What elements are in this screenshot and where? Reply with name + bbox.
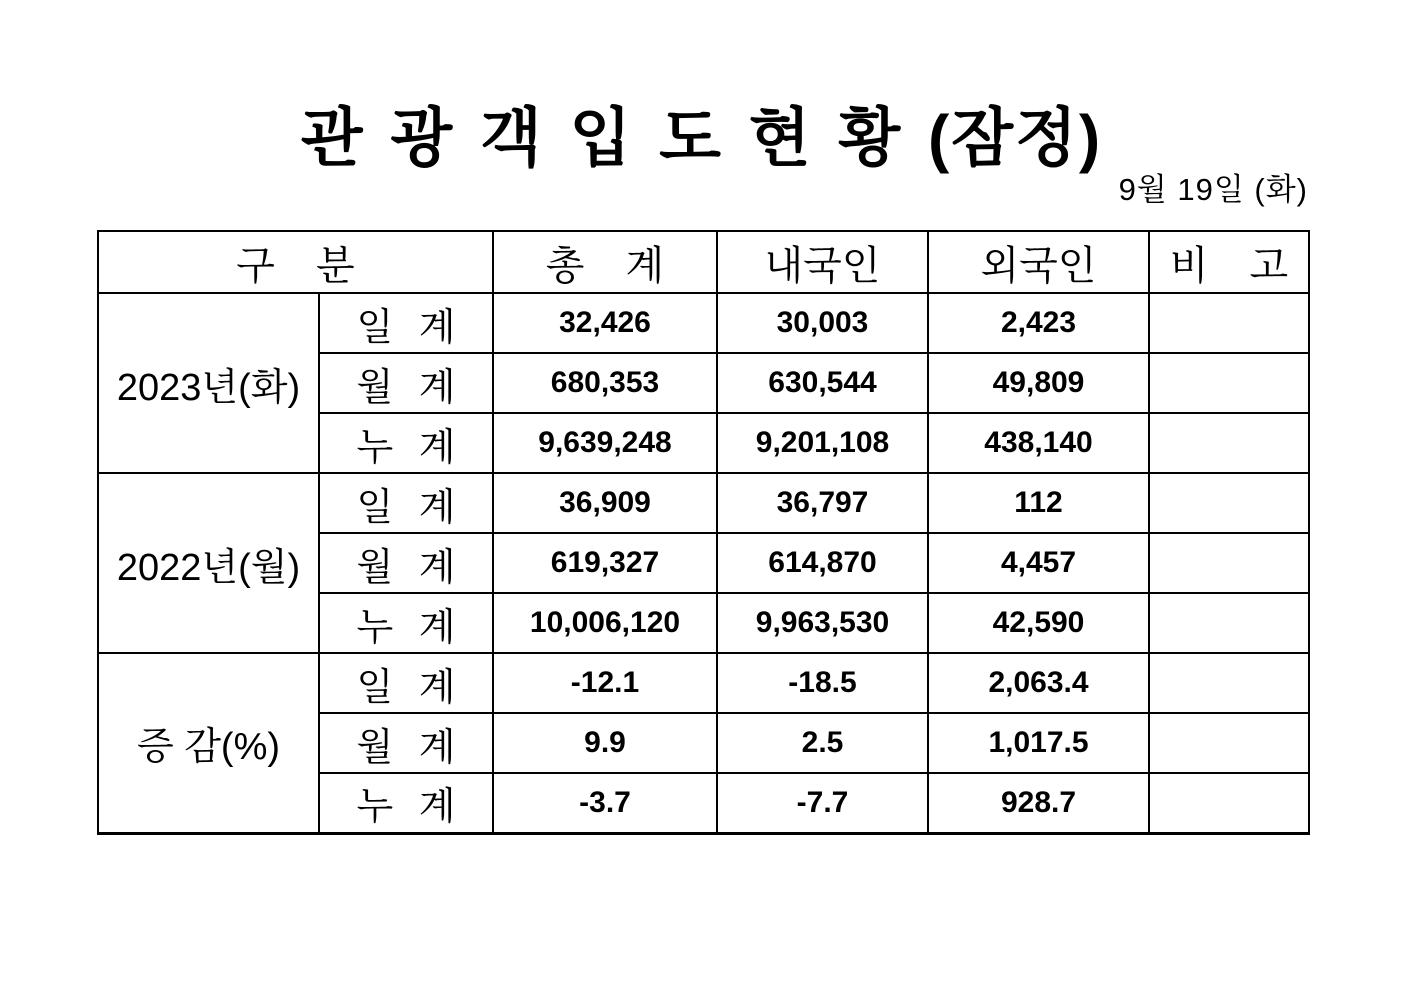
table-row	[98, 293, 1309, 353]
cell-foreign: 1,017.5	[928, 713, 1149, 773]
col-header-remarks: 비 고	[1149, 231, 1309, 293]
cell-total: 36,909	[493, 473, 717, 533]
cell-foreign: 112	[928, 473, 1149, 533]
cell-total: 619,327	[493, 533, 717, 593]
cell-domestic: -18.5	[717, 653, 928, 713]
cell-foreign: 4,457	[928, 533, 1149, 593]
cell-remark	[1149, 413, 1309, 473]
cell-domestic: 630,544	[717, 353, 928, 413]
cell-foreign: 42,590	[928, 593, 1149, 653]
col-header-domestic: 내국인	[717, 231, 928, 293]
cell-remark	[1149, 293, 1309, 353]
cell-foreign: 2,423	[928, 293, 1149, 353]
cell-total: 9.9	[493, 713, 717, 773]
cell-domestic: 36,797	[717, 473, 928, 533]
cell-foreign: 2,063.4	[928, 653, 1149, 713]
cell-remark	[1149, 713, 1309, 773]
header-row	[98, 231, 1309, 293]
row-sub-label: 월 계	[319, 533, 493, 593]
cell-remark	[1149, 473, 1309, 533]
row-sub-label: 월 계	[319, 713, 493, 773]
page-title: 관 광 객 입 도 현 황 (잠정)	[300, 102, 1103, 174]
cell-domestic: 9,963,530	[717, 593, 928, 653]
cell-remark	[1149, 533, 1309, 593]
row-sub-label: 일 계	[319, 653, 493, 713]
cell-remark	[1149, 773, 1309, 833]
cell-total: -12.1	[493, 653, 717, 713]
cell-foreign: 49,809	[928, 353, 1149, 413]
cell-remark	[1149, 353, 1309, 413]
col-header-category: 구 분	[98, 231, 493, 293]
cell-remark	[1149, 593, 1309, 653]
row-sub-label: 누 계	[319, 593, 493, 653]
cell-total: 9,639,248	[493, 413, 717, 473]
row-sub-label: 월 계	[319, 353, 493, 413]
col-header-foreign: 외국인	[928, 231, 1149, 293]
row-sub-label: 누 계	[319, 413, 493, 473]
group-label-change-pct: 증 감(%)	[98, 653, 319, 833]
cell-domestic: 30,003	[717, 293, 928, 353]
cell-domestic: -7.7	[717, 773, 928, 833]
group-label-2022: 2022년(월)	[98, 473, 319, 653]
tourist-arrivals-table	[97, 230, 1310, 835]
table-row	[98, 653, 1309, 713]
col-header-total: 총 계	[493, 231, 717, 293]
cell-domestic: 614,870	[717, 533, 928, 593]
cell-remark	[1149, 653, 1309, 713]
cell-total: 32,426	[493, 293, 717, 353]
cell-total: 680,353	[493, 353, 717, 413]
report-date: 9월 19일 (화)	[1118, 172, 1308, 207]
cell-total: -3.7	[493, 773, 717, 833]
row-sub-label: 일 계	[319, 293, 493, 353]
cell-domestic: 2.5	[717, 713, 928, 773]
group-label-2023: 2023년(화)	[98, 293, 319, 473]
cell-foreign: 928.7	[928, 773, 1149, 833]
row-sub-label: 일 계	[319, 473, 493, 533]
row-sub-label: 누 계	[319, 773, 493, 833]
cell-foreign: 438,140	[928, 413, 1149, 473]
cell-domestic: 9,201,108	[717, 413, 928, 473]
table-row	[98, 473, 1309, 533]
cell-total: 10,006,120	[493, 593, 717, 653]
